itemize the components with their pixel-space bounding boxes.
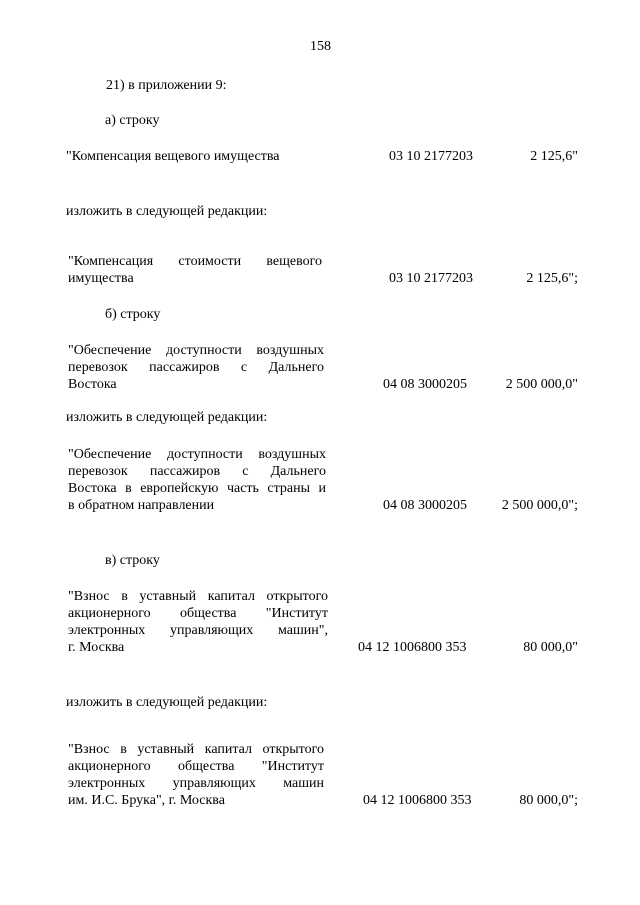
row-text-line: "Обеспечение доступности воздушных xyxy=(68,447,326,462)
row-amount: 2 500 000,0" xyxy=(505,377,578,392)
row-text-line: "Обеспечение доступности воздушных xyxy=(68,343,324,358)
row-text-line: в обратном направлении xyxy=(68,498,215,513)
section-heading: 21) в приложении 9: xyxy=(106,78,227,93)
row-code: 03 10 2177203 xyxy=(389,271,473,286)
row-code: 03 10 2177203 xyxy=(389,149,473,164)
row-text-line: акционерного общества "Институт xyxy=(68,759,324,774)
row-amount: 2 500 000,0"; xyxy=(501,498,578,513)
page-number: 158 xyxy=(310,39,331,54)
row-text-line: перевозок пассажиров с Дальнего xyxy=(68,464,326,479)
item-marker-b: б) строку xyxy=(105,307,161,322)
row-code: 04 12 1006800 353 xyxy=(363,793,472,808)
edit-instruction: изложить в следующей редакции: xyxy=(66,204,268,219)
row-code: 04 08 3000205 xyxy=(383,498,467,513)
row-text-line: электронных управляющих машин", xyxy=(68,623,328,638)
item-marker-a: а) строку xyxy=(105,113,160,128)
edit-instruction: изложить в следующей редакции: xyxy=(66,695,268,710)
row-text-line: "Взнос в уставный капитал открытого xyxy=(68,589,328,604)
row-text-line: "Компенсация вещевого имущества xyxy=(66,149,280,164)
row-text-line: электронных управляющих машин xyxy=(68,776,324,791)
row-code: 04 12 1006800 353 xyxy=(358,640,467,655)
row-code: 04 08 3000205 xyxy=(383,377,467,392)
row-text-line: Востока xyxy=(68,377,117,392)
row-amount: 2 125,6" xyxy=(530,149,578,164)
row-text-line: "Взнос в уставный капитал открытого xyxy=(68,742,324,757)
row-text-line: имущества xyxy=(68,271,134,286)
row-text-line: перевозок пассажиров с Дальнего xyxy=(68,360,324,375)
row-amount: 2 125,6"; xyxy=(526,271,578,286)
row-text-line: г. Москва xyxy=(68,640,125,655)
row-text-line: Востока в европейскую часть страны и xyxy=(68,481,326,496)
edit-instruction: изложить в следующей редакции: xyxy=(66,410,268,425)
row-text-line: "Компенсация стоимости вещевого xyxy=(68,254,322,269)
item-marker-c: в) строку xyxy=(105,553,160,568)
row-amount: 80 000,0" xyxy=(523,640,578,655)
row-text-line: акционерного общества "Институт xyxy=(68,606,328,621)
row-amount: 80 000,0"; xyxy=(519,793,578,808)
row-text-line: им. И.С. Брука", г. Москва xyxy=(68,793,225,808)
